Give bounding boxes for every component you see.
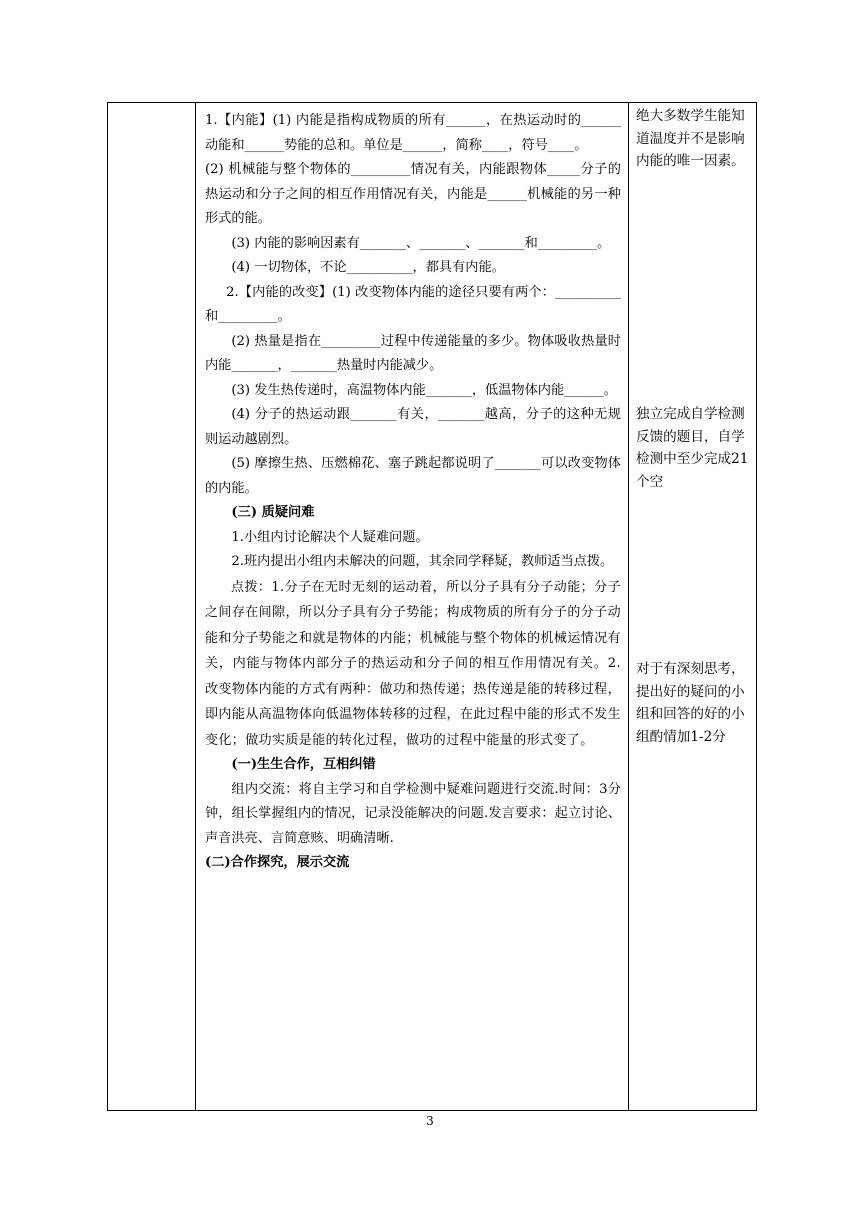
page-number: 3 — [426, 1114, 434, 1128]
paragraph-influence-factors: (3) 内能的影响因素有_______、_______、_______和_________。 — [231, 235, 611, 251]
paragraph-teacher-hint: 点拨：1.分子在无时无刻的运动着，所以分子具有分子动能；分子之间存在间隙，所以分子具有分子势能；构成物质的所有分子的分子动能和分子势能之和就是物体的内能；机械能与整个物体的机械运情况有关，内能与物体内部分子的热运动和分子间的相互作用情况有关。2. 改变物体内能的方式有两种：做功和热传递；热传递是能的转移过程，即内能从高温物体向低温物体转移的过程，在此过程中能的形式不发生变化；做功实质是能的转化过程，做功的过程中能量的形式变了。 — [205, 579, 621, 748]
notes-column — [629, 103, 756, 1110]
paragraph-mechanical-energy: (2) 机械能与整个物体的_________情况有关，内能跟物体_____分子的热运动和分子之间的相互作用情况有关，内能是______机械能的另一种形式的能。 — [205, 162, 621, 226]
paragraph-thermal-motion: (4) 分子的热运动跟_______有关，_______越高，分子的这种无规则运动越剧烈。 — [205, 407, 621, 447]
paragraph-change-methods: 2.【内能的改变】(1) 改变物体内能的途径只要有两个：__________和_________。 — [205, 284, 621, 324]
activity-content — [205, 109, 621, 876]
section-heading-cooperation: (一)生生合作，互相纠错 — [231, 757, 376, 772]
paragraph-group-discussion: 1.小组内讨论解决个人疑难问题。 — [231, 529, 429, 545]
section-heading-questions: (三) 质疑问难 — [231, 505, 315, 520]
side-note-scoring: 对于有深刻思考，提出好的疑问的小组和回答的好的小组酌情加1-2分 — [636, 661, 745, 745]
paragraph-friction-examples: (5) 摩擦生热、压燃棉花、塞子跳起都说明了_______可以改变物体的内能。 — [205, 456, 621, 496]
side-note-temperature: 绝大多数学生能知道温度并不是影响内能的唯一因素。 — [636, 108, 745, 170]
lesson-table — [107, 102, 757, 1111]
paragraph-group-exchange: 组内交流：将自主学习和自学检测中疑难问题进行交流.时间：3分钟，组长掌握组内的情况，记录没能解决的问题.发言要求：起立讨论、声音洪亮、言简意赅、明确清晰. — [205, 781, 621, 846]
paragraph-class-questions: 2.班内提出小组内未解决的问题，其余同学释疑，教师适当点拨。 — [231, 554, 614, 569]
side-note-self-test: 独立完成自学检测反馈的题目，自学检测中至少完成21个空 — [636, 406, 749, 490]
paragraph-heat-definition: (2) 热量是指在_________过程中传递能量的多少。物体吸收热量时内能_______，_______热量时内能减少。 — [205, 333, 621, 373]
section-heading-exploration: (二)合作探究，展示交流 — [205, 855, 350, 870]
paragraph-heat-transfer: (3) 发生热传递时，高温物体内能_______，低温物体内能______。 — [231, 382, 617, 398]
paragraph-neineng-definition: 1.【内能】(1) 内能是指构成物质的所有______，在热运动时的______动能和______势能的总和。单位是______，简称____，符号____。 — [205, 113, 621, 153]
stage-column — [108, 103, 196, 1110]
paragraph-all-objects: (4) 一切物体，不论__________，都具有内能。 — [231, 260, 505, 275]
activity-column — [196, 103, 629, 1110]
